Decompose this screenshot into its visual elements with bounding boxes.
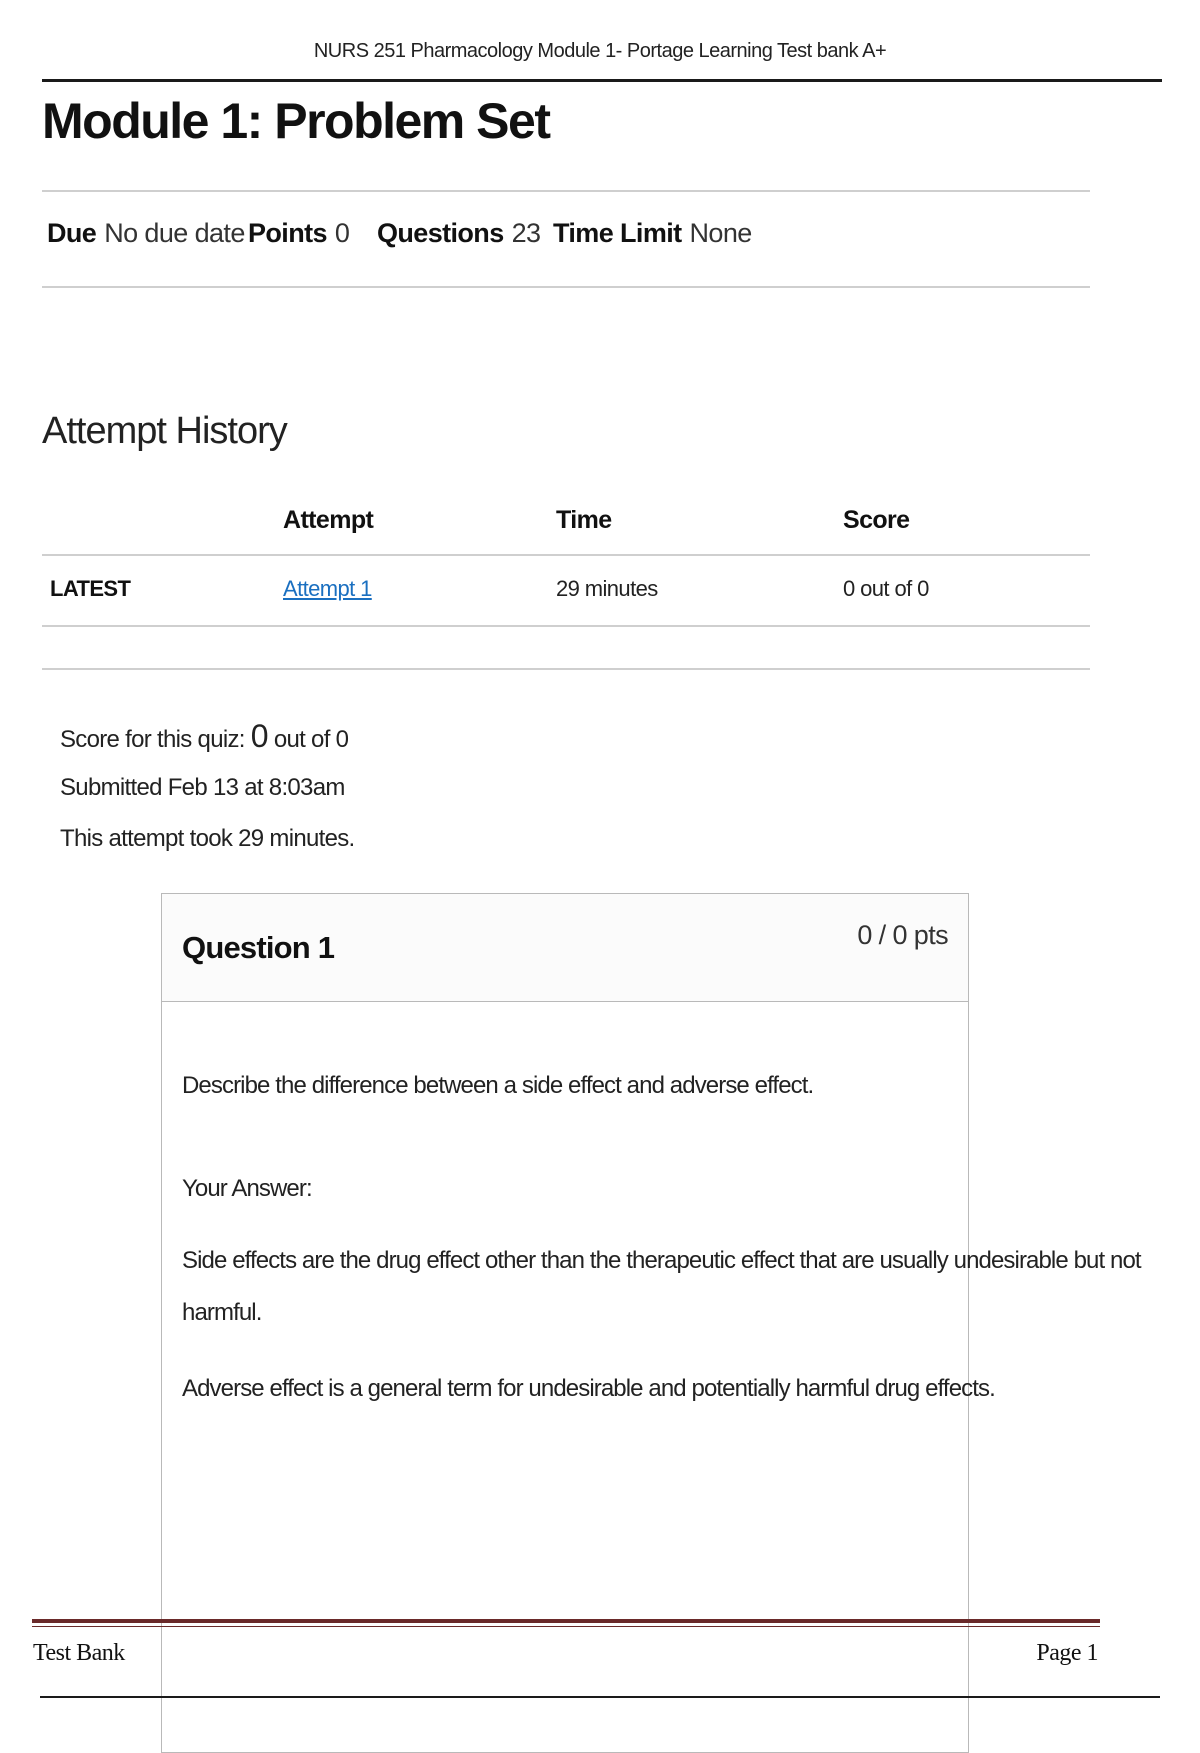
- footer-rule-thin: [32, 1626, 1100, 1627]
- footer-rule-thick: [32, 1619, 1100, 1623]
- column-header-time: Time: [556, 506, 612, 534]
- question-header: [162, 894, 968, 1002]
- column-header-attempt: Attempt: [283, 506, 374, 534]
- meta-points-value: 0: [334, 218, 350, 248]
- score-suffix: out of 0: [273, 726, 349, 753]
- table-row-divider: [42, 625, 1090, 627]
- running-header: NURS 251 Pharmacology Module 1- Portage Learning Test bank A+: [313, 40, 887, 62]
- answer-line-2: harmful.: [182, 1299, 262, 1326]
- question-prompt: Describe the difference between a side effect and adverse effect.: [182, 1072, 814, 1099]
- footer-bottom-rule: [40, 1696, 1160, 1698]
- meta-points-label: Points: [248, 218, 327, 248]
- attempt-1-link[interactable]: Attempt 1: [283, 576, 372, 601]
- score-cell: 0 out of 0: [843, 576, 929, 601]
- meta-due-value: No due date: [104, 218, 245, 248]
- table-bottom-divider: [42, 668, 1090, 670]
- answer-line-1: Side effects are the drug effect other than the therapeutic effect that are usually undesirable but not: [182, 1247, 1141, 1274]
- attempt-cell: [283, 576, 372, 602]
- score-value: 0: [250, 718, 268, 754]
- meta-questions-value: 23: [511, 218, 541, 248]
- meta-bottom-divider: [42, 286, 1090, 288]
- meta-time-limit: [553, 218, 752, 249]
- score-prefix: Score for this quiz:: [60, 726, 245, 753]
- meta-questions: [377, 218, 540, 249]
- answer-label: Your Answer:: [182, 1175, 312, 1202]
- time-cell: 29 minutes: [556, 576, 658, 601]
- question-points: 0 / 0 pts: [857, 920, 948, 950]
- column-header-score: Score: [843, 506, 910, 534]
- meta-time-limit-label: Time Limit: [553, 218, 682, 248]
- footer-left-text: Test Bank: [33, 1640, 125, 1666]
- duration-line: This attempt took 29 minutes.: [60, 825, 355, 852]
- table-header-divider: [42, 554, 1090, 556]
- quiz-score-line: [60, 718, 348, 755]
- meta-due-label: Due: [47, 218, 97, 248]
- header-rule: [42, 79, 1162, 82]
- meta-points: [248, 218, 349, 249]
- attempt-history-title: Attempt History: [42, 410, 287, 452]
- meta-time-limit-value: None: [689, 218, 752, 248]
- meta-due: [47, 218, 245, 249]
- answer-line-3: Adverse effect is a general term for undesirable and potentially harmful drug effects.: [182, 1375, 995, 1402]
- page-title: Module 1: Problem Set: [42, 93, 550, 149]
- latest-tag: LATEST: [50, 576, 131, 601]
- meta-top-divider: [42, 190, 1090, 192]
- meta-questions-label: Questions: [377, 218, 504, 248]
- footer-page-number: Page 1: [1036, 1640, 1098, 1666]
- submitted-line: Submitted Feb 13 at 8:03am: [60, 774, 345, 801]
- question-title: Question 1: [182, 930, 335, 965]
